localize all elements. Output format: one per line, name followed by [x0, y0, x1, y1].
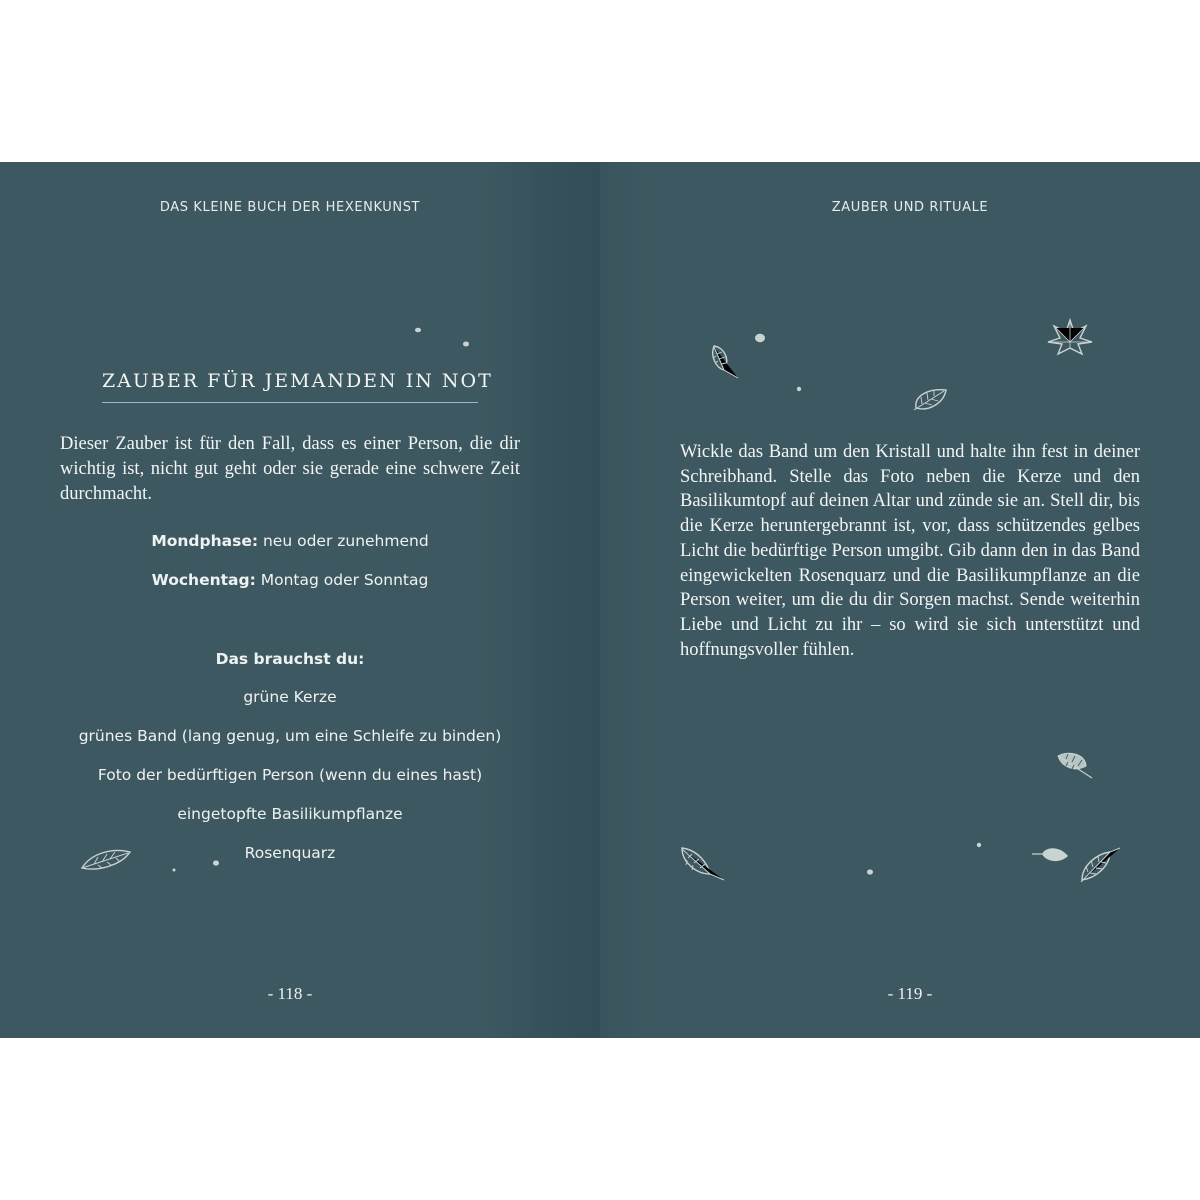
petal-dot-icon	[754, 332, 766, 344]
ingredient-item: grünes Band (lang genug, um eine Schleife zu binden)	[78, 727, 502, 745]
petal-dot-icon	[796, 386, 802, 392]
leaf-icon	[912, 386, 948, 412]
maple-leaf-icon	[1046, 318, 1094, 356]
ritual-instructions: Wickle das Band um den Kristall und halte ihn fest in deiner Schreibhand. Stelle das Foto neben die Kerze und den Basilikumtopf auf deinen Altar und zünde sie an. Stell dir, bis die Kerze heruntergebrannt ist, vor, dass schützendes gelbes Licht die bedürftige Person umgibt. Gib dann den in das Band eingewickelten Rosenquarz und die Basilikumpflanze an die Person weiter, um die du dir Sorgen machst. Sende weiterhin Liebe und Licht zu ihr – so wird sie sich unterstützt und hoffnungsvoller fühlen.	[680, 442, 1140, 660]
ingredient-item: eingetopfte Basilikumpflanze	[177, 805, 403, 823]
ingredient-item: Rosenquarz	[244, 844, 336, 862]
petal-dot-icon	[866, 868, 874, 876]
ingredients-heading: Das brauchst du:	[215, 650, 365, 668]
book-spread	[0, 162, 1200, 1038]
ingredient-item: Foto der bedürftigen Person (wenn du eines hast)	[97, 766, 483, 784]
page-number-left: - 118 -	[267, 984, 313, 1003]
right-page	[600, 162, 1200, 1038]
moon-phase-value: neu oder zunehmend	[258, 532, 429, 550]
moon-phase-label: Mondphase:	[151, 532, 259, 550]
leaf-icon	[1030, 844, 1070, 866]
weekday-label: Wochentag:	[151, 571, 256, 589]
leaf-icon	[708, 344, 740, 380]
page-number-right: - 119 -	[887, 984, 933, 1003]
petal-dot-icon	[212, 859, 220, 867]
chapter-title: ZAUBER FÜR JEMANDEN IN NOT	[102, 370, 478, 403]
petal-dot-icon	[462, 340, 470, 348]
running-head-left: DAS KLEINE BUCH DER HEXENKUNST	[159, 200, 421, 215]
left-page	[0, 162, 600, 1038]
leaf-icon	[678, 846, 726, 882]
moon-phase-line	[0, 532, 580, 550]
ingredient-item: grüne Kerze	[243, 688, 337, 706]
petal-dot-icon	[172, 868, 176, 872]
intro-paragraph: Dieser Zauber ist für den Fall, dass es einer Person, die dir wichtig ist, nicht gut geht oder sie gerade eine schwere Zeit durchmacht.	[60, 434, 520, 504]
running-head-right: ZAUBER UND RITUALE	[831, 200, 989, 215]
weekday-line	[0, 571, 580, 589]
weekday-value: Montag oder Sonntag	[255, 571, 429, 589]
petal-dot-icon	[976, 842, 982, 848]
leaf-icon	[1056, 750, 1096, 780]
leaf-icon	[1078, 846, 1122, 884]
leaf-icon	[80, 846, 132, 872]
petal-dot-icon	[414, 326, 422, 334]
